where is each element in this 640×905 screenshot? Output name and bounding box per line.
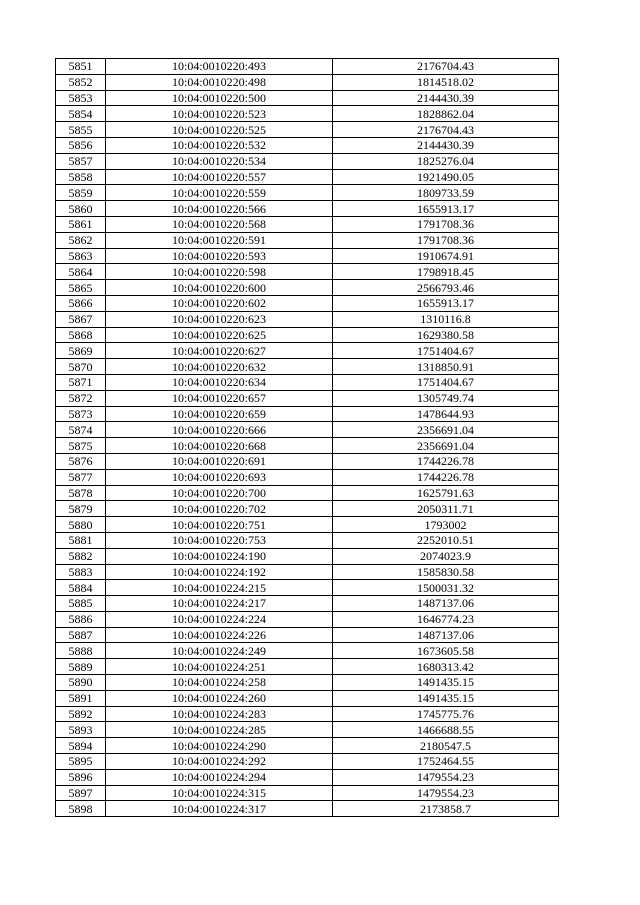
row-number-cell: 5852 [56, 74, 106, 90]
value-cell: 2144430.39 [333, 90, 559, 106]
row-number-cell: 5857 [56, 153, 106, 169]
value-cell: 2050311.71 [333, 501, 559, 517]
table-row [56, 169, 559, 185]
row-number-cell: 5885 [56, 596, 106, 612]
value-cell: 1921490.05 [333, 169, 559, 185]
cadastral-number-cell: 10:04:0010220:623 [106, 311, 333, 327]
cadastral-number-cell: 10:04:0010220:625 [106, 327, 333, 343]
cadastral-number-cell: 10:04:0010220:493 [106, 59, 333, 75]
cadastral-number-cell: 10:04:0010220:598 [106, 264, 333, 280]
table-row [56, 627, 559, 643]
cadastral-number-cell: 10:04:0010220:634 [106, 374, 333, 390]
row-number-cell: 5872 [56, 390, 106, 406]
row-number-cell: 5869 [56, 343, 106, 359]
cadastral-number-cell: 10:04:0010224:249 [106, 643, 333, 659]
cadastral-number-cell: 10:04:0010224:315 [106, 785, 333, 801]
table-row [56, 359, 559, 375]
value-cell: 2252010.51 [333, 532, 559, 548]
cadastral-number-cell: 10:04:0010224:217 [106, 596, 333, 612]
value-cell: 1744226.78 [333, 469, 559, 485]
value-cell: 2566793.46 [333, 280, 559, 296]
value-cell: 1744226.78 [333, 453, 559, 469]
table-row [56, 59, 559, 75]
table-row [56, 690, 559, 706]
row-number-cell: 5876 [56, 453, 106, 469]
value-cell: 2356691.04 [333, 438, 559, 454]
value-cell: 1814518.02 [333, 74, 559, 90]
cadastral-number-cell: 10:04:0010224:224 [106, 611, 333, 627]
value-cell: 1646774.23 [333, 611, 559, 627]
row-number-cell: 5874 [56, 422, 106, 438]
cadastral-number-cell: 10:04:0010220:632 [106, 359, 333, 375]
row-number-cell: 5864 [56, 264, 106, 280]
table-row [56, 596, 559, 612]
table-row [56, 564, 559, 580]
cadastral-number-cell: 10:04:0010224:290 [106, 738, 333, 754]
row-number-cell: 5867 [56, 311, 106, 327]
row-number-cell: 5868 [56, 327, 106, 343]
row-number-cell: 5878 [56, 485, 106, 501]
value-cell: 2176704.43 [333, 59, 559, 75]
table-row [56, 754, 559, 770]
table-row [56, 153, 559, 169]
row-number-cell: 5896 [56, 769, 106, 785]
cadastral-number-cell: 10:04:0010220:568 [106, 216, 333, 232]
cadastral-number-cell: 10:04:0010220:534 [106, 153, 333, 169]
table-row [56, 390, 559, 406]
value-cell: 2074023.9 [333, 548, 559, 564]
row-number-cell: 5884 [56, 580, 106, 596]
cadastral-number-cell: 10:04:0010220:657 [106, 390, 333, 406]
table-row [56, 548, 559, 564]
row-number-cell: 5891 [56, 690, 106, 706]
table-row [56, 327, 559, 343]
value-cell: 1466688.55 [333, 722, 559, 738]
value-cell: 1310116.8 [333, 311, 559, 327]
value-cell: 1752464.55 [333, 754, 559, 770]
cadastral-number-cell: 10:04:0010224:258 [106, 675, 333, 691]
table-row [56, 185, 559, 201]
cadastral-number-cell: 10:04:0010220:532 [106, 137, 333, 153]
cadastral-number-cell: 10:04:0010220:693 [106, 469, 333, 485]
value-cell: 1478644.93 [333, 406, 559, 422]
row-number-cell: 5861 [56, 216, 106, 232]
row-number-cell: 5898 [56, 801, 106, 817]
cadastral-number-cell: 10:04:0010224:283 [106, 706, 333, 722]
row-number-cell: 5859 [56, 185, 106, 201]
value-cell: 2180547.5 [333, 738, 559, 754]
row-number-cell: 5871 [56, 374, 106, 390]
row-number-cell: 5875 [56, 438, 106, 454]
table-body [56, 59, 559, 817]
cadastral-number-cell: 10:04:0010220:627 [106, 343, 333, 359]
cadastral-number-cell: 10:04:0010224:226 [106, 627, 333, 643]
value-cell: 1793002 [333, 517, 559, 533]
value-cell: 1680313.42 [333, 659, 559, 675]
cadastral-number-cell: 10:04:0010220:602 [106, 295, 333, 311]
row-number-cell: 5886 [56, 611, 106, 627]
value-cell: 1825276.04 [333, 153, 559, 169]
value-cell: 1585830.58 [333, 564, 559, 580]
table-row [56, 122, 559, 138]
data-table [55, 58, 559, 817]
cadastral-number-cell: 10:04:0010220:691 [106, 453, 333, 469]
table-row [56, 374, 559, 390]
value-cell: 1491435.15 [333, 690, 559, 706]
cadastral-number-cell: 10:04:0010224:285 [106, 722, 333, 738]
cadastral-number-cell: 10:04:0010224:260 [106, 690, 333, 706]
row-number-cell: 5877 [56, 469, 106, 485]
row-number-cell: 5853 [56, 90, 106, 106]
cadastral-number-cell: 10:04:0010220:666 [106, 422, 333, 438]
cadastral-number-cell: 10:04:0010220:600 [106, 280, 333, 296]
table-row [56, 311, 559, 327]
cadastral-number-cell: 10:04:0010220:559 [106, 185, 333, 201]
row-number-cell: 5889 [56, 659, 106, 675]
table-row [56, 722, 559, 738]
table-row [56, 659, 559, 675]
table-row [56, 532, 559, 548]
table-row [56, 137, 559, 153]
row-number-cell: 5887 [56, 627, 106, 643]
value-cell: 1479554.23 [333, 769, 559, 785]
table-row [56, 706, 559, 722]
value-cell: 1305749.74 [333, 390, 559, 406]
row-number-cell: 5883 [56, 564, 106, 580]
table-row [56, 295, 559, 311]
table-row [56, 501, 559, 517]
cadastral-number-cell: 10:04:0010224:215 [106, 580, 333, 596]
value-cell: 1745775.76 [333, 706, 559, 722]
value-cell: 1791708.36 [333, 232, 559, 248]
table-row [56, 232, 559, 248]
value-cell: 1318850.91 [333, 359, 559, 375]
cadastral-number-cell: 10:04:0010220:753 [106, 532, 333, 548]
row-number-cell: 5854 [56, 106, 106, 122]
cadastral-number-cell: 10:04:0010220:593 [106, 248, 333, 264]
cadastral-number-cell: 10:04:0010220:498 [106, 74, 333, 90]
cadastral-number-cell: 10:04:0010224:294 [106, 769, 333, 785]
row-number-cell: 5897 [56, 785, 106, 801]
value-cell: 1487137.06 [333, 627, 559, 643]
table-row [56, 517, 559, 533]
value-cell: 1491435.15 [333, 675, 559, 691]
table-row [56, 469, 559, 485]
row-number-cell: 5863 [56, 248, 106, 264]
table-row [56, 406, 559, 422]
value-cell: 2144430.39 [333, 137, 559, 153]
row-number-cell: 5881 [56, 532, 106, 548]
cadastral-number-cell: 10:04:0010224:251 [106, 659, 333, 675]
value-cell: 1828862.04 [333, 106, 559, 122]
table-row [56, 453, 559, 469]
row-number-cell: 5873 [56, 406, 106, 422]
value-cell: 1910674.91 [333, 248, 559, 264]
row-number-cell: 5893 [56, 722, 106, 738]
cadastral-number-cell: 10:04:0010220:591 [106, 232, 333, 248]
value-cell: 1791708.36 [333, 216, 559, 232]
value-cell: 1798918.45 [333, 264, 559, 280]
cadastral-number-cell: 10:04:0010220:751 [106, 517, 333, 533]
cadastral-number-cell: 10:04:0010224:190 [106, 548, 333, 564]
cadastral-number-cell: 10:04:0010220:500 [106, 90, 333, 106]
value-cell: 1751404.67 [333, 343, 559, 359]
value-cell: 1673605.58 [333, 643, 559, 659]
cadastral-number-cell: 10:04:0010220:659 [106, 406, 333, 422]
table-row [56, 801, 559, 817]
row-number-cell: 5862 [56, 232, 106, 248]
row-number-cell: 5894 [56, 738, 106, 754]
row-number-cell: 5895 [56, 754, 106, 770]
value-cell: 1500031.32 [333, 580, 559, 596]
cadastral-number-cell: 10:04:0010220:668 [106, 438, 333, 454]
table-row [56, 485, 559, 501]
value-cell: 2356691.04 [333, 422, 559, 438]
table-row [56, 201, 559, 217]
cadastral-number-cell: 10:04:0010220:566 [106, 201, 333, 217]
table-row [56, 675, 559, 691]
table-row [56, 785, 559, 801]
row-number-cell: 5888 [56, 643, 106, 659]
row-number-cell: 5865 [56, 280, 106, 296]
table-row [56, 280, 559, 296]
table-row [56, 738, 559, 754]
table-row [56, 343, 559, 359]
cadastral-number-cell: 10:04:0010220:700 [106, 485, 333, 501]
row-number-cell: 5879 [56, 501, 106, 517]
value-cell: 1751404.67 [333, 374, 559, 390]
table-row [56, 264, 559, 280]
value-cell: 2173858.7 [333, 801, 559, 817]
value-cell: 1479554.23 [333, 785, 559, 801]
cadastral-number-cell: 10:04:0010220:523 [106, 106, 333, 122]
row-number-cell: 5882 [56, 548, 106, 564]
value-cell: 1809733.59 [333, 185, 559, 201]
row-number-cell: 5855 [56, 122, 106, 138]
row-number-cell: 5870 [56, 359, 106, 375]
table-row [56, 611, 559, 627]
table-row [56, 438, 559, 454]
row-number-cell: 5892 [56, 706, 106, 722]
cadastral-number-cell: 10:04:0010220:702 [106, 501, 333, 517]
table-row [56, 643, 559, 659]
value-cell: 1487137.06 [333, 596, 559, 612]
table-row [56, 422, 559, 438]
value-cell: 1625791.63 [333, 485, 559, 501]
value-cell: 1629380.58 [333, 327, 559, 343]
table-row [56, 106, 559, 122]
row-number-cell: 5890 [56, 675, 106, 691]
cadastral-number-cell: 10:04:0010220:525 [106, 122, 333, 138]
table-row [56, 248, 559, 264]
row-number-cell: 5856 [56, 137, 106, 153]
table-row [56, 580, 559, 596]
table-row [56, 90, 559, 106]
row-number-cell: 5860 [56, 201, 106, 217]
value-cell: 2176704.43 [333, 122, 559, 138]
cadastral-number-cell: 10:04:0010224:292 [106, 754, 333, 770]
value-cell: 1655913.17 [333, 295, 559, 311]
value-cell: 1655913.17 [333, 201, 559, 217]
row-number-cell: 5858 [56, 169, 106, 185]
row-number-cell: 5880 [56, 517, 106, 533]
table-row [56, 74, 559, 90]
row-number-cell: 5866 [56, 295, 106, 311]
table-row [56, 769, 559, 785]
cadastral-number-cell: 10:04:0010224:192 [106, 564, 333, 580]
cadastral-number-cell: 10:04:0010220:557 [106, 169, 333, 185]
cadastral-number-cell: 10:04:0010224:317 [106, 801, 333, 817]
table-row [56, 216, 559, 232]
row-number-cell: 5851 [56, 59, 106, 75]
